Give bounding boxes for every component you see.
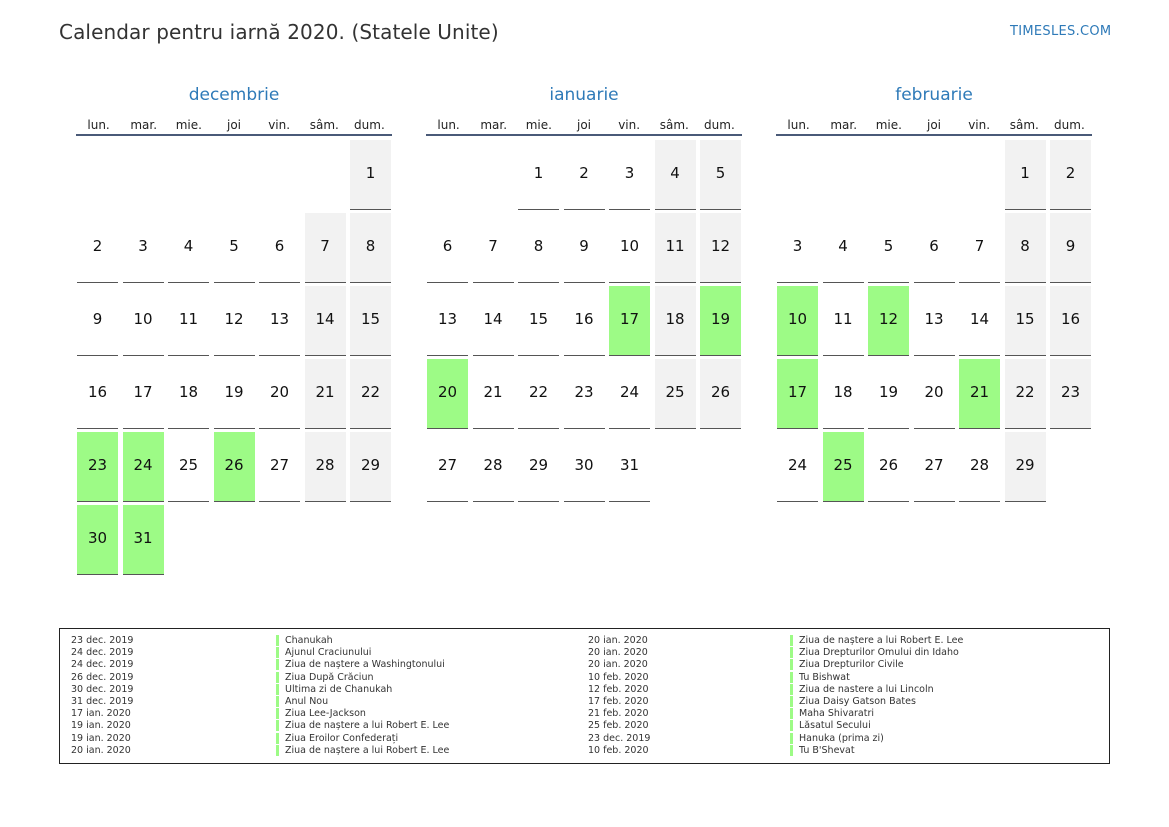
month-name: februarie xyxy=(895,85,973,105)
holiday-name: Ziua Eroilor Confederați xyxy=(276,733,398,744)
day-cell[interactable]: 1 xyxy=(1005,140,1046,210)
day-cell[interactable]: 22 xyxy=(1005,359,1046,429)
legend-row xyxy=(71,696,133,708)
legend-row xyxy=(71,659,133,671)
holiday-date: 10 feb. 2020 xyxy=(588,744,649,756)
day-cell[interactable]: 3 xyxy=(609,140,650,210)
day-cell[interactable]: 5 xyxy=(214,213,255,283)
brand-link[interactable]: TIMESLES.COM xyxy=(1010,24,1112,39)
holiday-day-cell[interactable]: 26 xyxy=(214,432,255,502)
legend-row xyxy=(588,684,650,696)
day-cell[interactable]: 5 xyxy=(868,213,909,283)
day-cell[interactable]: 4 xyxy=(655,140,696,210)
weekday-label: joi xyxy=(226,118,241,132)
legend-row xyxy=(588,659,650,671)
weekday-label: dum. xyxy=(1054,118,1085,132)
day-cell[interactable]: 7 xyxy=(473,213,514,283)
day-cell[interactable]: 3 xyxy=(123,213,164,283)
legend-row xyxy=(790,684,963,696)
day-cell[interactable]: 10 xyxy=(123,286,164,356)
day-cell[interactable]: 29 xyxy=(350,432,391,502)
weekday-label: mar. xyxy=(480,118,508,132)
day-cell[interactable]: 15 xyxy=(518,286,559,356)
day-cell[interactable]: 31 xyxy=(609,432,650,502)
day-cell[interactable]: 11 xyxy=(168,286,209,356)
day-cell[interactable]: 8 xyxy=(350,213,391,283)
weekday-header xyxy=(76,108,392,136)
page-title: Calendar pentru iarnă 2020. (Statele Unite) xyxy=(59,20,499,44)
weekday-label: lun. xyxy=(787,118,810,132)
holiday-day-cell[interactable]: 24 xyxy=(123,432,164,502)
day-cell[interactable]: 23 xyxy=(564,359,605,429)
legend-row xyxy=(276,672,449,684)
legend-row xyxy=(790,745,963,757)
legend-row xyxy=(790,635,963,647)
holiday-name: Maha Shivaratri xyxy=(790,708,874,719)
legend-row xyxy=(588,696,650,708)
day-cell[interactable]: 18 xyxy=(823,359,864,429)
holiday-day-cell[interactable]: 30 xyxy=(77,505,118,575)
weekday-label: vin. xyxy=(618,118,641,132)
holiday-date: 17 ian. 2020 xyxy=(71,708,131,720)
legend-row xyxy=(588,733,650,745)
legend-row xyxy=(276,733,449,745)
legend-row xyxy=(276,708,449,720)
holiday-day-cell[interactable]: 17 xyxy=(609,286,650,356)
day-cell[interactable]: 6 xyxy=(914,213,955,283)
day-cell[interactable]: 25 xyxy=(655,359,696,429)
holiday-date: 31 dec. 2019 xyxy=(71,695,134,707)
day-cell[interactable]: 1 xyxy=(350,140,391,210)
holiday-date: 12 feb. 2020 xyxy=(588,683,649,695)
day-cell[interactable]: 22 xyxy=(350,359,391,429)
day-cell[interactable]: 4 xyxy=(168,213,209,283)
holiday-date: 17 feb. 2020 xyxy=(588,695,649,707)
day-cell[interactable]: 23 xyxy=(1050,359,1091,429)
day-cell[interactable]: 21 xyxy=(305,359,346,429)
day-cell[interactable]: 21 xyxy=(473,359,514,429)
holiday-date: 25 feb. 2020 xyxy=(588,720,649,732)
legend-row xyxy=(71,708,133,720)
legend-row xyxy=(276,659,449,671)
day-cell[interactable]: 26 xyxy=(868,432,909,502)
day-cell[interactable]: 10 xyxy=(609,213,650,283)
legend-row xyxy=(71,745,133,757)
month-name: ianuarie xyxy=(549,85,619,105)
holiday-name: Anul Nou xyxy=(276,696,328,707)
legend-name-column xyxy=(276,635,449,757)
holiday-day-cell[interactable]: 20 xyxy=(427,359,468,429)
day-cell[interactable]: 19 xyxy=(868,359,909,429)
weekday-label: sâm. xyxy=(1009,118,1039,132)
weekday-header xyxy=(426,108,742,136)
day-cell[interactable]: 27 xyxy=(914,432,955,502)
legend-row xyxy=(790,696,963,708)
legend-row xyxy=(588,720,650,732)
weekday-label: mar. xyxy=(130,118,158,132)
holiday-name: Ziua Daisy Gatson Bates xyxy=(790,696,916,707)
legend-row xyxy=(71,720,133,732)
day-cell[interactable]: 24 xyxy=(777,432,818,502)
holiday-date: 20 ian. 2020 xyxy=(588,647,648,659)
day-cell[interactable]: 8 xyxy=(518,213,559,283)
holiday-name: Ziua După Crăciun xyxy=(276,672,373,683)
day-cell[interactable]: 15 xyxy=(350,286,391,356)
holiday-date: 24 dec. 2019 xyxy=(71,647,134,659)
legend-row xyxy=(276,684,449,696)
holiday-day-cell[interactable]: 21 xyxy=(959,359,1000,429)
holiday-day-cell[interactable]: 23 xyxy=(77,432,118,502)
day-cell[interactable]: 17 xyxy=(123,359,164,429)
holiday-name: Ziua de naștere a lui Robert E. Lee xyxy=(790,635,963,646)
day-cell[interactable]: 9 xyxy=(77,286,118,356)
holiday-date: 23 dec. 2019 xyxy=(71,635,134,646)
day-cell[interactable]: 15 xyxy=(1005,286,1046,356)
month-decembrie xyxy=(76,82,392,547)
day-cell[interactable]: 12 xyxy=(700,213,741,283)
legend-row xyxy=(790,647,963,659)
day-cell[interactable]: 2 xyxy=(564,140,605,210)
holiday-date: 10 feb. 2020 xyxy=(588,671,649,683)
month-februarie xyxy=(776,82,1092,474)
weekday-label: mie. xyxy=(875,118,902,132)
weekday-label: lun. xyxy=(437,118,460,132)
legend-row xyxy=(790,733,963,745)
weekday-label: dum. xyxy=(704,118,735,132)
holiday-date: 19 ian. 2020 xyxy=(71,720,131,732)
day-cell[interactable]: 9 xyxy=(1050,213,1091,283)
legend-name-column xyxy=(790,635,963,757)
holiday-name: Ultima zi de Chanukah xyxy=(276,684,392,695)
weekday-label: joi xyxy=(926,118,941,132)
legend-row xyxy=(588,745,650,757)
legend-row xyxy=(588,647,650,659)
legend-row xyxy=(71,647,133,659)
legend-row xyxy=(276,696,449,708)
day-cell[interactable]: 16 xyxy=(77,359,118,429)
day-cell[interactable]: 13 xyxy=(914,286,955,356)
legend-row xyxy=(790,720,963,732)
day-cell[interactable]: 3 xyxy=(777,213,818,283)
month-name: decembrie xyxy=(188,85,280,105)
legend-row xyxy=(71,672,133,684)
day-cell[interactable]: 1 xyxy=(518,140,559,210)
day-cell[interactable]: 18 xyxy=(168,359,209,429)
legend-row xyxy=(790,672,963,684)
holiday-name: Ziua Drepturilor Civile xyxy=(790,659,904,670)
day-cell[interactable]: 30 xyxy=(564,432,605,502)
holiday-day-cell[interactable]: 31 xyxy=(123,505,164,575)
day-cell[interactable]: 7 xyxy=(305,213,346,283)
day-cell[interactable]: 13 xyxy=(427,286,468,356)
day-cell[interactable]: 20 xyxy=(914,359,955,429)
legend-date-column xyxy=(588,635,650,757)
holiday-name: Ziua de naștere a lui Robert E. Lee xyxy=(276,745,449,756)
holiday-name: Tu Bishwat xyxy=(790,672,850,683)
holiday-day-cell[interactable]: 19 xyxy=(700,286,741,356)
legend-row xyxy=(71,684,133,696)
day-cell[interactable]: 28 xyxy=(959,432,1000,502)
day-cell[interactable]: 13 xyxy=(259,286,300,356)
day-cell[interactable]: 5 xyxy=(700,140,741,210)
holiday-date: 24 dec. 2019 xyxy=(71,659,134,671)
legend-row xyxy=(790,708,963,720)
legend-row xyxy=(276,635,449,647)
legend-row xyxy=(790,659,963,671)
weekday-label: vin. xyxy=(268,118,291,132)
holiday-date: 26 dec. 2019 xyxy=(71,671,134,683)
legend-row xyxy=(276,720,449,732)
day-cell[interactable]: 14 xyxy=(959,286,1000,356)
day-cell[interactable]: 2 xyxy=(77,213,118,283)
weekday-label: vin. xyxy=(968,118,991,132)
weekday-header xyxy=(776,108,1092,136)
holiday-legend xyxy=(59,628,1110,764)
day-cell[interactable]: 27 xyxy=(259,432,300,502)
day-cell[interactable]: 6 xyxy=(427,213,468,283)
weekday-label: mie. xyxy=(525,118,552,132)
weekday-label: sâm. xyxy=(659,118,689,132)
day-cell[interactable]: 25 xyxy=(168,432,209,502)
day-cell[interactable]: 9 xyxy=(564,213,605,283)
day-cell[interactable]: 28 xyxy=(473,432,514,502)
holiday-name: Tu B'Shevat xyxy=(790,745,855,756)
day-cell[interactable]: 12 xyxy=(214,286,255,356)
day-cell[interactable]: 4 xyxy=(823,213,864,283)
legend-row xyxy=(588,635,650,647)
day-cell[interactable]: 19 xyxy=(214,359,255,429)
legend-row xyxy=(588,672,650,684)
holiday-day-cell[interactable]: 12 xyxy=(868,286,909,356)
day-cell[interactable]: 29 xyxy=(518,432,559,502)
day-cell[interactable]: 29 xyxy=(1005,432,1046,502)
day-cell[interactable]: 8 xyxy=(1005,213,1046,283)
day-cell[interactable]: 7 xyxy=(959,213,1000,283)
weekday-label: lun. xyxy=(87,118,110,132)
weekday-label: dum. xyxy=(354,118,385,132)
holiday-name: Ziua de naștere a Washingtonului xyxy=(276,659,445,670)
holiday-name: Hanuka (prima zi) xyxy=(790,733,884,744)
day-cell[interactable]: 27 xyxy=(427,432,468,502)
holiday-date: 30 dec. 2019 xyxy=(71,683,134,695)
holiday-day-cell[interactable]: 25 xyxy=(823,432,864,502)
holiday-date: 21 feb. 2020 xyxy=(588,708,649,720)
holiday-name: Ziua Lee-Jackson xyxy=(276,708,366,719)
day-cell[interactable]: 14 xyxy=(305,286,346,356)
legend-row xyxy=(71,635,133,647)
holiday-date: 20 ian. 2020 xyxy=(71,744,131,756)
weekday-label: sâm. xyxy=(309,118,339,132)
weekday-label: mie. xyxy=(175,118,202,132)
day-cell[interactable]: 22 xyxy=(518,359,559,429)
holiday-date: 20 ian. 2020 xyxy=(588,659,648,671)
holiday-name: Chanukah xyxy=(276,635,333,646)
legend-row xyxy=(276,647,449,659)
day-cell[interactable]: 14 xyxy=(473,286,514,356)
holiday-date: 23 dec. 2019 xyxy=(588,732,651,744)
day-cell[interactable]: 6 xyxy=(259,213,300,283)
day-cell[interactable]: 2 xyxy=(1050,140,1091,210)
day-cell[interactable]: 24 xyxy=(609,359,650,429)
day-cell[interactable]: 16 xyxy=(1050,286,1091,356)
legend-row xyxy=(276,745,449,757)
day-cell[interactable]: 20 xyxy=(259,359,300,429)
holiday-name: Ziua de nastere a lui Lincoln xyxy=(790,684,934,695)
legend-row xyxy=(588,708,650,720)
day-cell[interactable]: 18 xyxy=(655,286,696,356)
day-cell[interactable]: 26 xyxy=(700,359,741,429)
weekday-label: mar. xyxy=(830,118,858,132)
holiday-name: Ziua de naștere a lui Robert E. Lee xyxy=(276,720,449,731)
holiday-name: Ajunul Craciunului xyxy=(276,647,371,658)
holiday-date: 19 ian. 2020 xyxy=(71,732,131,744)
day-cell[interactable]: 11 xyxy=(823,286,864,356)
legend-date-column xyxy=(71,635,133,757)
holiday-date: 20 ian. 2020 xyxy=(588,635,648,646)
holiday-name: Lăsatul Secului xyxy=(790,720,871,731)
day-cell[interactable]: 16 xyxy=(564,286,605,356)
holiday-day-cell[interactable]: 10 xyxy=(777,286,818,356)
month-ianuarie xyxy=(426,82,742,474)
day-cell[interactable]: 11 xyxy=(655,213,696,283)
holiday-name: Ziua Drepturilor Omului din Idaho xyxy=(790,647,959,658)
legend-row xyxy=(71,733,133,745)
holiday-day-cell[interactable]: 17 xyxy=(777,359,818,429)
day-cell[interactable]: 28 xyxy=(305,432,346,502)
weekday-label: joi xyxy=(576,118,591,132)
